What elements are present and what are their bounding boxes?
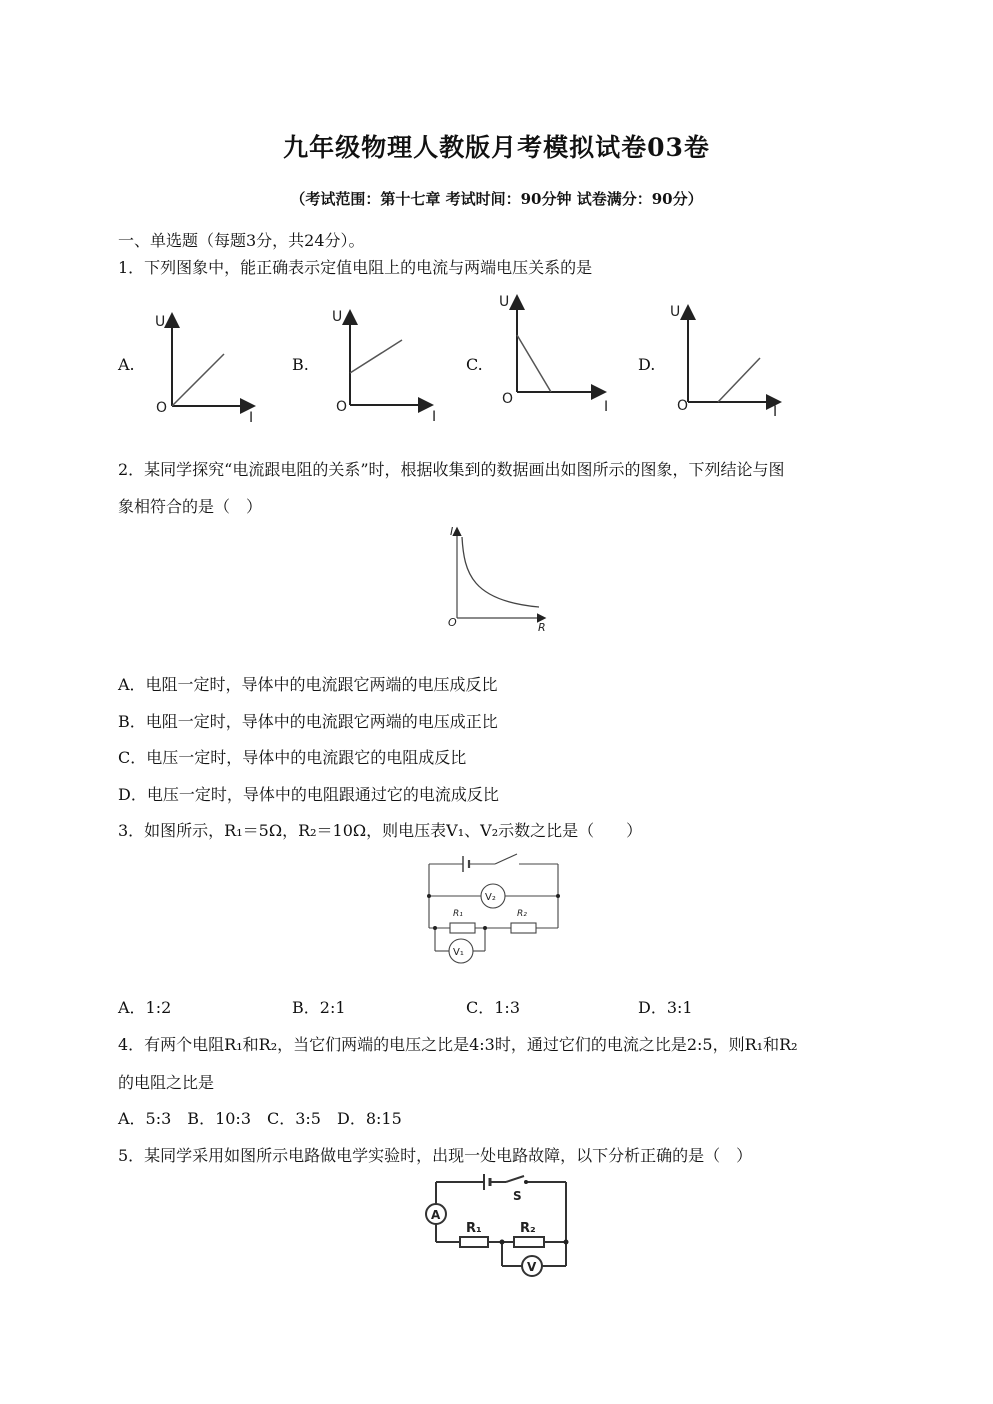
q2-stem-line2: 象相符合的是（ ） (118, 497, 263, 516)
q1-graph-b (328, 305, 443, 425)
graph-a-x-label: I (249, 410, 254, 426)
q5-stem: 5．某同学采用如图所示电路做电学实验时，出现一处电路故障，以下分析正确的是（ ） (118, 1146, 753, 1165)
q2-option-b: B．电阻一定时，导体中的电流跟它两端的电压成正比 (118, 712, 498, 731)
q2-stem-line1: 2．某同学探究“电流跟电阻的关系”时，根据收集到的数据画出如图所示的图象，下列结论与图 (118, 460, 785, 479)
q5-voltmeter-label: V (527, 1260, 537, 1274)
graph-c-origin: O (502, 391, 514, 407)
q3-option-d: D．3:1 (638, 998, 693, 1017)
q1-graph-a (150, 310, 265, 425)
q3-r2-label: R₂ (517, 909, 527, 919)
q1-option-c: C. (466, 355, 483, 374)
q5-r1-label: R₁ (466, 1221, 482, 1236)
q5-circuit-diagram (420, 1172, 580, 1282)
graph-a-y-label: U (155, 314, 166, 330)
q4-stem-line1: 4．有两个电阻R₁和R₂，当它们两端的电压之比是4:3时，通过它们的电流之比是2:5，则R₁和R₂ (118, 1035, 798, 1054)
q2-graph-origin: O (448, 616, 457, 629)
graph-b-x-label: I (432, 409, 437, 425)
exam-info: （考试范围：第十七章 考试时间：90分钟 试卷满分：90分） (290, 190, 703, 208)
q1-option-b: B. (292, 355, 309, 374)
section-heading: 一、单选题（每题3分，共24分）。 (118, 231, 365, 250)
q3-circuit-diagram (425, 850, 565, 965)
graph-d-x-label: I (773, 404, 778, 420)
q4-options: A．5:3 B．10:3 C．3:5 D．8:15 (118, 1109, 402, 1128)
q2-option-a: A．电阻一定时，导体中的电流跟它两端的电压成反比 (118, 675, 498, 694)
q1-option-d: D. (638, 355, 656, 374)
q3-stem: 3．如图所示，R₁＝5Ω，R₂＝10Ω，则电压表V₁、V₂示数之比是（ ） (118, 821, 643, 840)
q5-switch-label: S (513, 1189, 522, 1203)
q3-option-c: C．1:3 (466, 998, 520, 1017)
q5-r2-label: R₂ (520, 1221, 536, 1236)
page-title: 九年级物理人教版月考模拟试卷03卷 (283, 133, 710, 162)
q4-stem-line2: 的电阻之比是 (118, 1073, 215, 1092)
q3-option-a: A．1:2 (118, 998, 172, 1017)
graph-b-y-label: U (332, 309, 343, 325)
q1-graph-c (497, 290, 617, 420)
q2-option-d: D．电压一定时，导体中的电阻跟通过它的电流成反比 (118, 785, 499, 804)
q1-option-a: A. (118, 355, 135, 374)
graph-d-origin: O (677, 398, 689, 414)
graph-c-x-label: I (604, 399, 609, 415)
q2-graph-y-label: I (450, 525, 454, 538)
graph-b-origin: O (336, 399, 348, 415)
q3-option-b: B．2:1 (292, 998, 346, 1017)
graph-a-origin: O (156, 400, 168, 416)
q2-graph (444, 523, 559, 633)
q5-ammeter-label: A (431, 1208, 441, 1222)
q3-v1-label: V₁ (453, 947, 464, 958)
q2-graph-x-label: R (538, 621, 546, 634)
graph-d-y-label: U (670, 304, 681, 320)
q1-stem: 1．下列图象中，能正确表示定值电阻上的电流与两端电压关系的是 (118, 258, 593, 277)
q1-graph-d (668, 300, 788, 425)
q3-r1-label: R₁ (453, 909, 463, 919)
q3-v2-label: V₂ (485, 892, 496, 903)
graph-c-y-label: U (499, 294, 510, 310)
q2-option-c: C．电压一定时，导体中的电流跟它的电阻成反比 (118, 748, 467, 767)
